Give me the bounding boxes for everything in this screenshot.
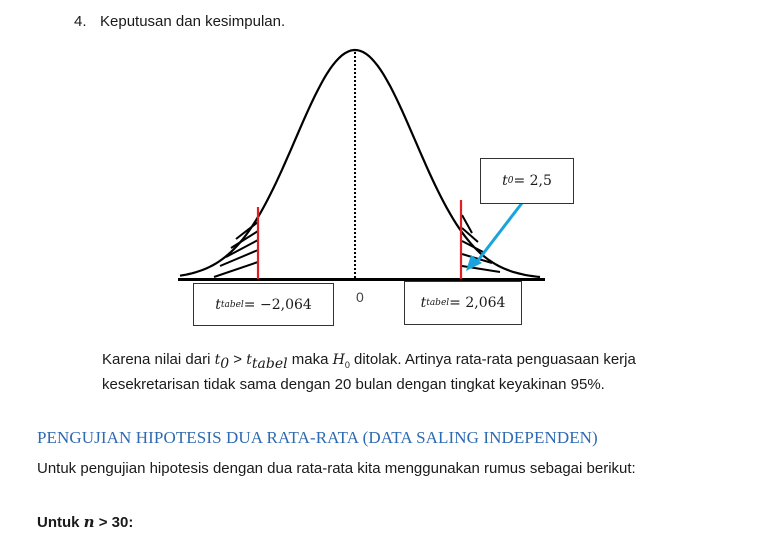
left-rejection-hatch <box>214 222 258 277</box>
case-label: Untuk n > 30: <box>37 513 134 531</box>
center-zero-label: 0 <box>356 289 364 305</box>
conclusion-paragraph: Karena nilai dari $t_0 > t_{tabel}$ maka $H_0$ ditolak. Artinya rata-rata penguasaan kerja kesekretarisan tidak sama dengan 20 bulan dengan tingkat keyakinan 95%. <box>102 351 636 393</box>
section-heading: PENGUJIAN HIPOTESIS DUA RATA-RATA (DATA SALING INDEPENDEN) <box>37 428 598 447</box>
right-ttabel-box: t tabel = 2,064 <box>404 281 522 325</box>
step-title: Keputusan dan kesimpulan. <box>100 13 286 30</box>
t0-label-box: t 0 = 2,5 <box>480 158 574 204</box>
step-number: 4. <box>74 13 87 30</box>
intro-paragraph: Untuk pengujian hipotesis dengan dua rata-rata kita menggunakan rumus sebagai berikut: <box>37 460 636 477</box>
left-ttabel-box: t tabel = −2,064 <box>193 283 334 326</box>
t0-arrow <box>476 203 522 263</box>
